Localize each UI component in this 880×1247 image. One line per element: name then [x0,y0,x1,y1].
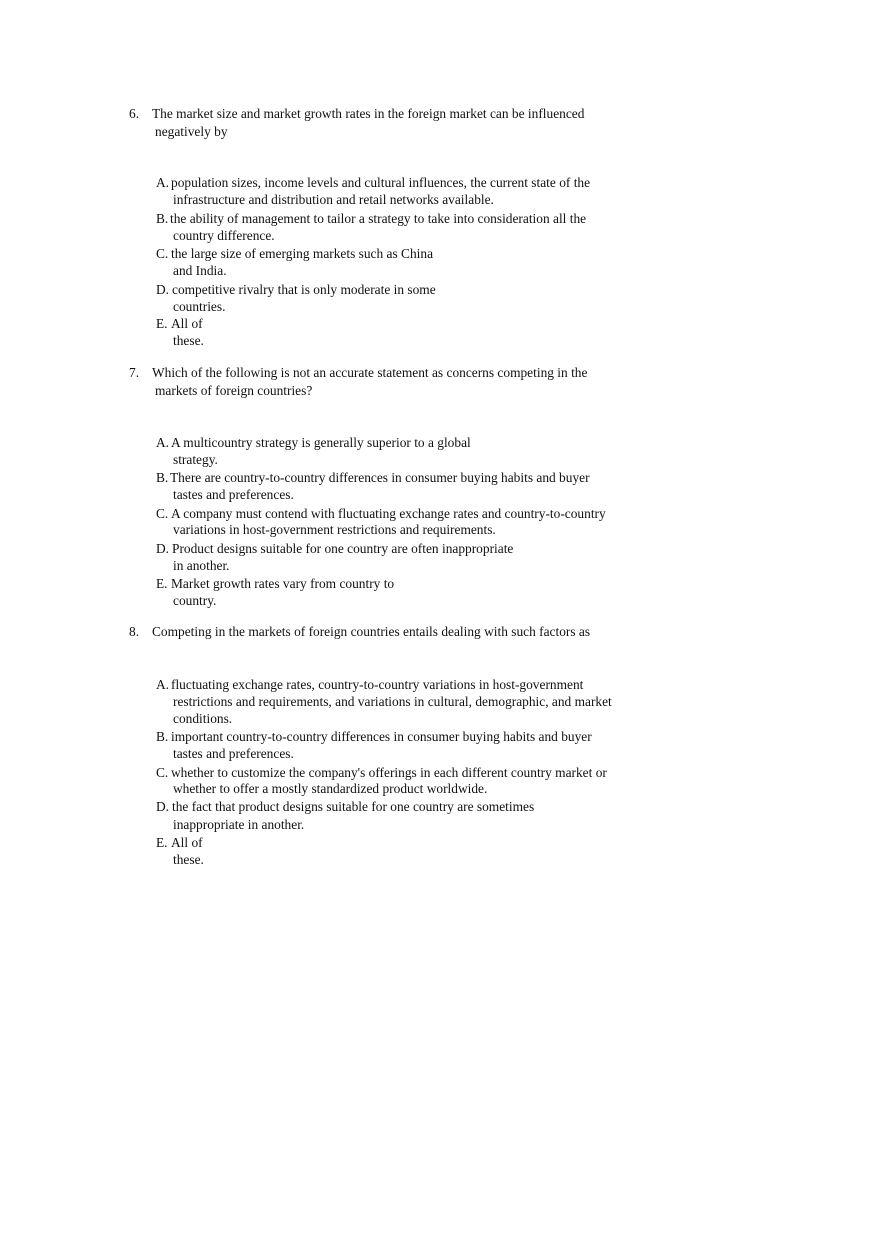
option-text-line: All of [171,835,203,850]
option-text-line: whether to customize the company's offerings in each different country market or [171,765,607,780]
option-text-line: A multicountry strategy is generally superior to a global [171,435,471,450]
option-text-line: the fact that product designs suitable for one country are sometimes [172,799,535,814]
option-text-line: strategy. [173,452,218,467]
option-text-line: Market growth rates vary from country to [171,576,395,591]
option-text-line: countries. [173,299,226,314]
option-text-line: All of [171,316,203,331]
option-letter: C. [156,506,169,521]
option-letter: C. [156,765,169,780]
option-text-line: whether to offer a mostly standardized product worldwide. [173,781,488,796]
option-text-line: tastes and preferences. [173,487,294,502]
option-text-line: in another. [173,558,230,573]
question-text-line: markets of foreign countries? [155,383,313,398]
option-text-line: the large size of emerging markets such as China [171,246,434,261]
option-letter: C. [156,246,169,261]
option-letter: D. [156,541,170,556]
option-text-line: important country-to-country differences in consumer buying habits and buyer [171,729,592,744]
option-text-line: fluctuating exchange rates, country-to-country variations in host-government [171,677,584,692]
question-text-line: The market size and market growth rates in the foreign market can be influenced [152,106,585,121]
question-number: 8. [129,624,140,639]
option-letter: E. [156,576,168,591]
option-text-line: and India. [173,263,227,278]
option-letter: B. [156,729,169,744]
question-text-line: Which of the following is not an accurate statement as concerns competing in the [152,365,588,380]
option-text-line: There are country-to-country differences in consumer buying habits and buyer [170,470,590,485]
option-text-line: tastes and preferences. [173,746,294,761]
option-letter: A. [156,677,170,692]
option-text-line: variations in host-government restrictions and requirements. [173,522,496,537]
option-text-line: country difference. [173,228,275,243]
question-text-line: Competing in the markets of foreign countries entails dealing with such factors as [152,624,591,639]
question-number: 7. [129,365,140,380]
option-letter: B. [156,470,169,485]
option-letter: D. [156,799,170,814]
question-number: 6. [129,106,140,121]
option-text-line: infrastructure and distribution and retail networks available. [173,192,494,207]
option-letter: E. [156,835,168,850]
option-text-line: the ability of management to tailor a strategy to take into consideration all the [170,211,587,226]
option-text-line: competitive rivalry that is only moderate in some [172,282,436,297]
option-letter: B. [156,211,169,226]
option-text-line: conditions. [173,711,233,726]
option-text-line: restrictions and requirements, and variations in cultural, demographic, and market [173,694,612,709]
option-letter: A. [156,175,170,190]
option-text-line: country. [173,593,217,608]
option-text-line: population sizes, income levels and cultural influences, the current state of the [171,175,591,190]
option-text-line: these. [173,333,204,348]
option-letter: D. [156,282,170,297]
option-text-line: inappropriate in another. [173,817,305,832]
question-text-line: negatively by [155,124,228,139]
option-text-line: these. [173,852,204,867]
option-text-line: A company must contend with fluctuating exchange rates and country-to-country [171,506,606,521]
option-letter: A. [156,435,170,450]
option-text-line: Product designs suitable for one country are often inappropriate [172,541,514,556]
option-letter: E. [156,316,168,331]
